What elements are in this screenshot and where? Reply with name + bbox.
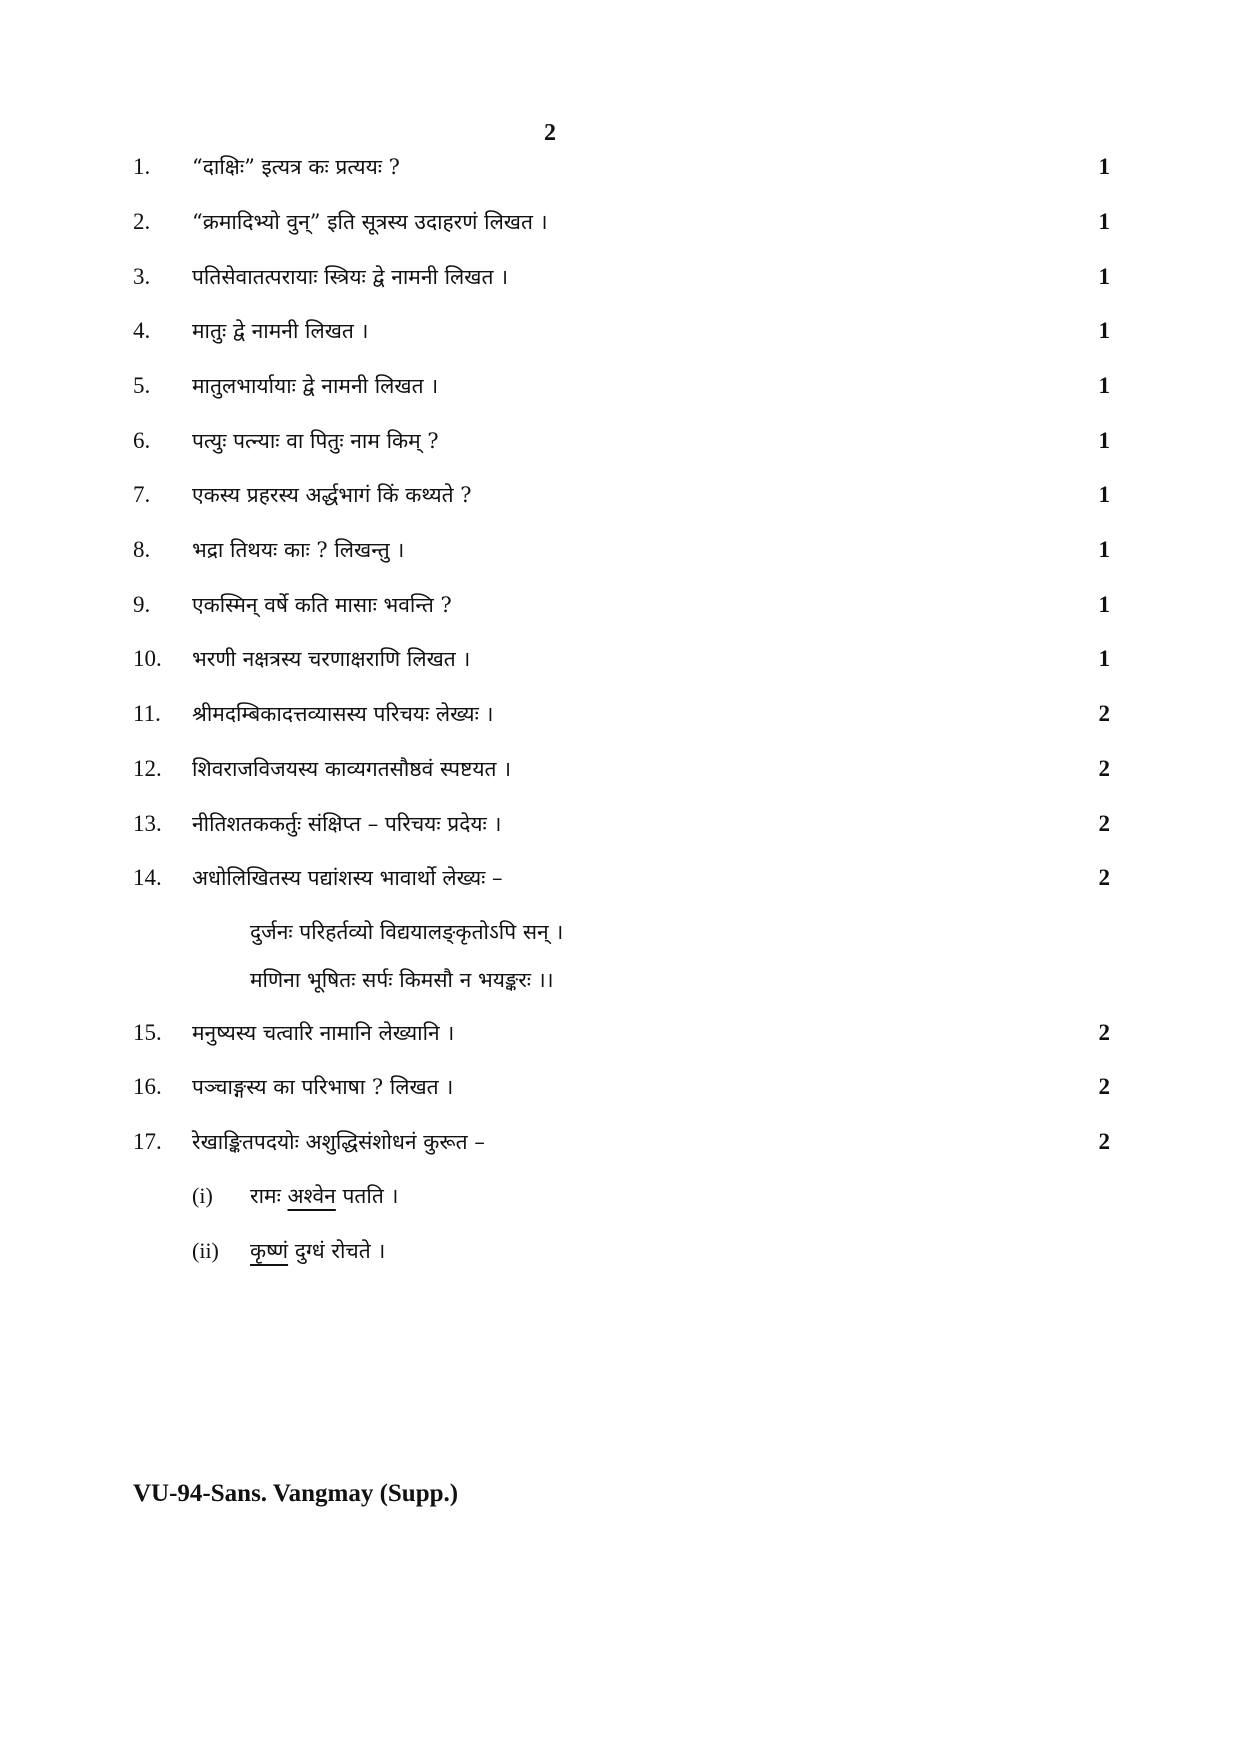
question-marks: 1 (1098, 209, 1110, 234)
question-marks: 1 (1098, 154, 1110, 179)
question-number: 8. (133, 537, 151, 562)
page-number: 2 (544, 120, 556, 146)
question-15 (0, 1015, 1241, 1051)
question-10 (0, 641, 1241, 677)
question-text: एकस्य प्रहरस्य अर्द्धभागं किं कथ्यते ? (192, 483, 472, 507)
question-text: मातुलभार्यायाः द्वे नामनी लिखत । (192, 374, 439, 398)
question-text: शिवराजविजयस्य काव्यगतसौष्ठवं स्पष्टयत । (192, 757, 512, 781)
question-number: 3. (133, 264, 151, 289)
question-3 (0, 259, 1241, 295)
question-marks: 2 (1098, 811, 1110, 836)
question-marks: 2 (1098, 865, 1110, 890)
question-marks: 2 (1098, 756, 1110, 781)
question-marks: 1 (1098, 373, 1110, 398)
question-marks: 2 (1098, 1074, 1110, 1099)
sub-item-text (250, 1233, 385, 1269)
underlined-word: कृष्णं (250, 1239, 289, 1263)
question-number: 2. (133, 209, 151, 234)
question-text: “क्रमादिभ्यो वुन्” इति सूत्रस्य उदाहरणं लिखत । (192, 210, 548, 234)
question-marks: 1 (1098, 318, 1110, 343)
question-text: श्रीमदम्बिकादत्तव्यासस्य परिचयः लेख्यः । (192, 702, 494, 726)
question-number: 9. (133, 592, 151, 617)
sub-item-label: (ii) (192, 1238, 219, 1263)
question-number: 7. (133, 482, 151, 507)
question-number: 10. (133, 646, 162, 671)
question-12 (0, 751, 1241, 787)
question-14 (0, 860, 1241, 896)
question-number: 16. (133, 1074, 162, 1099)
sub-item-text-after: पतति । (335, 1184, 399, 1208)
question-16 (0, 1069, 1241, 1105)
question-number: 4. (133, 318, 151, 343)
question-17 (0, 1124, 1241, 1160)
question-text: पतिसेवातत्परायाः स्त्रियः द्वे नामनी लिखत । (192, 265, 509, 289)
question-7 (0, 477, 1241, 513)
verse-line-2: मणिना भूषितः सर्पः किमसौ न भयङ्करः ।। (250, 968, 554, 992)
question-marks: 2 (1098, 701, 1110, 726)
question-text: मनुष्यस्य चत्वारि नामानि लेख्यानि । (192, 1021, 455, 1045)
question-text: एकस्मिन् वर्षे कति मासाः भवन्ति ? (192, 593, 452, 617)
question-number: 5. (133, 373, 151, 398)
question-number: 6. (133, 428, 151, 453)
question-8 (0, 532, 1241, 568)
question-text: “दाक्षिः” इत्यत्र कः प्रत्ययः ? (192, 155, 400, 179)
question-text: भरणी नक्षत्रस्य चरणाक्षराणि लिखत । (192, 647, 471, 671)
sub-item-ii (0, 1233, 1241, 1269)
question-2 (0, 204, 1241, 240)
question-6 (0, 423, 1241, 459)
question-5 (0, 368, 1241, 404)
sub-item-label: (i) (192, 1183, 213, 1208)
question-marks: 1 (1098, 592, 1110, 617)
question-1 (0, 149, 1241, 185)
sub-item-text-before: रामः (250, 1184, 288, 1208)
sub-item-text-after: दुग्धं रोचते । (288, 1239, 386, 1263)
question-number: 14. (133, 865, 162, 890)
question-13 (0, 806, 1241, 842)
question-text: नीतिशतककर्तुः संक्षिप्त – परिचयः प्रदेयः । (192, 812, 502, 836)
question-marks: 1 (1098, 646, 1110, 671)
sub-item-i (0, 1178, 1241, 1214)
question-9 (0, 587, 1241, 623)
underlined-word: अश्वेन (287, 1184, 336, 1208)
question-number: 13. (133, 811, 162, 836)
question-marks: 1 (1098, 537, 1110, 562)
question-text: रेखाङ्कितपदयोः अशुद्धिसंशोधनं कुरूत – (192, 1130, 485, 1154)
question-text: पञ्चाङ्गस्य का परिभाषा ? लिखत । (192, 1075, 454, 1099)
question-text: पत्युः पत्न्याः वा पितुः नाम किम् ? (192, 429, 439, 453)
sub-item-text (250, 1178, 398, 1214)
question-11 (0, 696, 1241, 732)
question-number: 11. (133, 701, 161, 726)
verse-line-1: दुर्जनः परिहर्तव्यो विद्ययालङ्कृतोऽपि सन् । (250, 920, 564, 944)
question-number: 1. (133, 154, 151, 179)
question-marks: 1 (1098, 428, 1110, 453)
question-text: अधोलिखितस्य पद्यांशस्य भावार्थो लेख्यः – (192, 866, 503, 890)
question-marks: 2 (1098, 1020, 1110, 1045)
question-marks: 1 (1098, 264, 1110, 289)
question-number: 17. (133, 1129, 162, 1154)
question-number: 15. (133, 1020, 162, 1045)
question-marks: 1 (1098, 482, 1110, 507)
question-4 (0, 313, 1241, 349)
question-number: 12. (133, 756, 162, 781)
paper-code-footer: VU-94-Sans. Vangmay (Supp.) (133, 1480, 459, 1507)
question-marks: 2 (1098, 1129, 1110, 1154)
question-text: भद्रा तिथयः काः ? लिखन्तु । (192, 538, 405, 562)
question-text: मातुः द्वे नामनी लिखत । (192, 319, 369, 343)
